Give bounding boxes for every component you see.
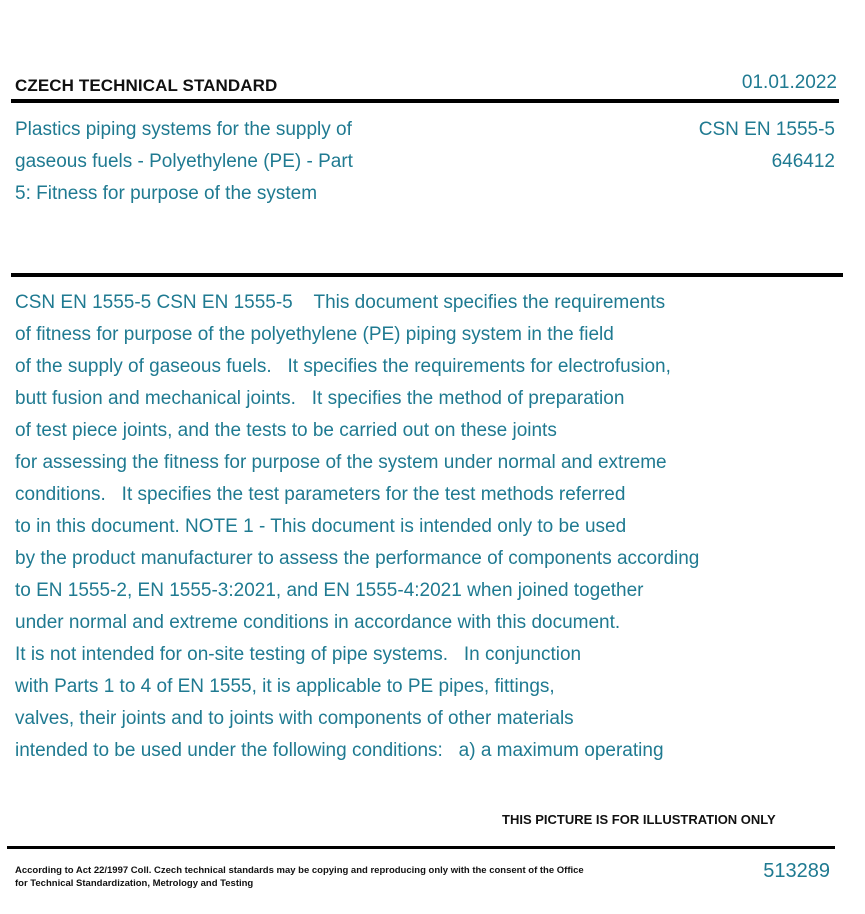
abstract-line: with Parts 1 to 4 of EN 1555, it is applicable to PE pipes, fittings, — [15, 676, 555, 697]
class-number: 646412 — [771, 151, 835, 172]
document-title-line: Plastics piping systems for the supply of — [15, 119, 352, 140]
abstract-line: to in this document. NOTE 1 - This document is intended only to be used — [15, 516, 627, 537]
header-divider — [11, 99, 839, 103]
footer-divider — [7, 846, 835, 849]
document-title-line: 5: Fitness for purpose of the system — [15, 183, 318, 204]
catalog-number: 513289 — [763, 860, 830, 882]
abstract-line: of the supply of gaseous fuels. It specifies the requirements for electrofusion, — [15, 356, 671, 377]
abstract-line: intended to be used under the following conditions: a) a maximum operating — [15, 740, 664, 761]
abstract-line: of fitness for purpose of the polyethylene (PE) piping system in the field — [15, 324, 614, 345]
publication-date: 01.01.2022 — [741, 72, 837, 93]
document-codes — [699, 114, 835, 178]
legal-notice-line: According to Act 22/1997 Coll. Czech technical standards may be copying and reproducing only with the consent of the Office — [15, 865, 584, 876]
standard-type-heading: CZECH TECHNICAL STANDARD — [15, 76, 278, 95]
abstract-line: to EN 1555-2, EN 1555-3:2021, and EN 1555-4:2021 when joined together — [15, 580, 644, 601]
abstract-line: conditions. It specifies the test parameters for the test methods referred — [15, 484, 626, 505]
document-title — [15, 114, 435, 210]
abstract-line: It is not intended for on-site testing of pipe systems. In conjunction — [15, 644, 582, 665]
abstract-line: for assessing the fitness for purpose of the system under normal and extreme — [15, 452, 667, 473]
standard-code: CSN EN 1555-5 — [698, 119, 835, 140]
legal-notice — [15, 864, 615, 890]
abstract-line: by the product manufacturer to assess the performance of components according — [15, 548, 700, 569]
abstract-line: CSN EN 1555-5 CSN EN 1555-5 This document specifies the requirements — [15, 292, 666, 313]
abstract-line: of test piece joints, and the tests to be carried out on these joints — [15, 420, 557, 441]
legal-notice-line: for Technical Standardization, Metrology and Testing — [15, 878, 254, 889]
abstract-line: valves, their joints and to joints with components of other materials — [15, 708, 574, 729]
illustration-note: THIS PICTURE IS FOR ILLUSTRATION ONLY — [502, 812, 776, 827]
abstract-text — [15, 287, 815, 767]
abstract-line: butt fusion and mechanical joints. It specifies the method of preparation — [15, 388, 625, 409]
title-divider — [11, 273, 843, 277]
abstract-line: under normal and extreme conditions in accordance with this document. — [15, 612, 621, 633]
document-title-line: gaseous fuels - Polyethylene (PE) - Part — [15, 151, 353, 172]
